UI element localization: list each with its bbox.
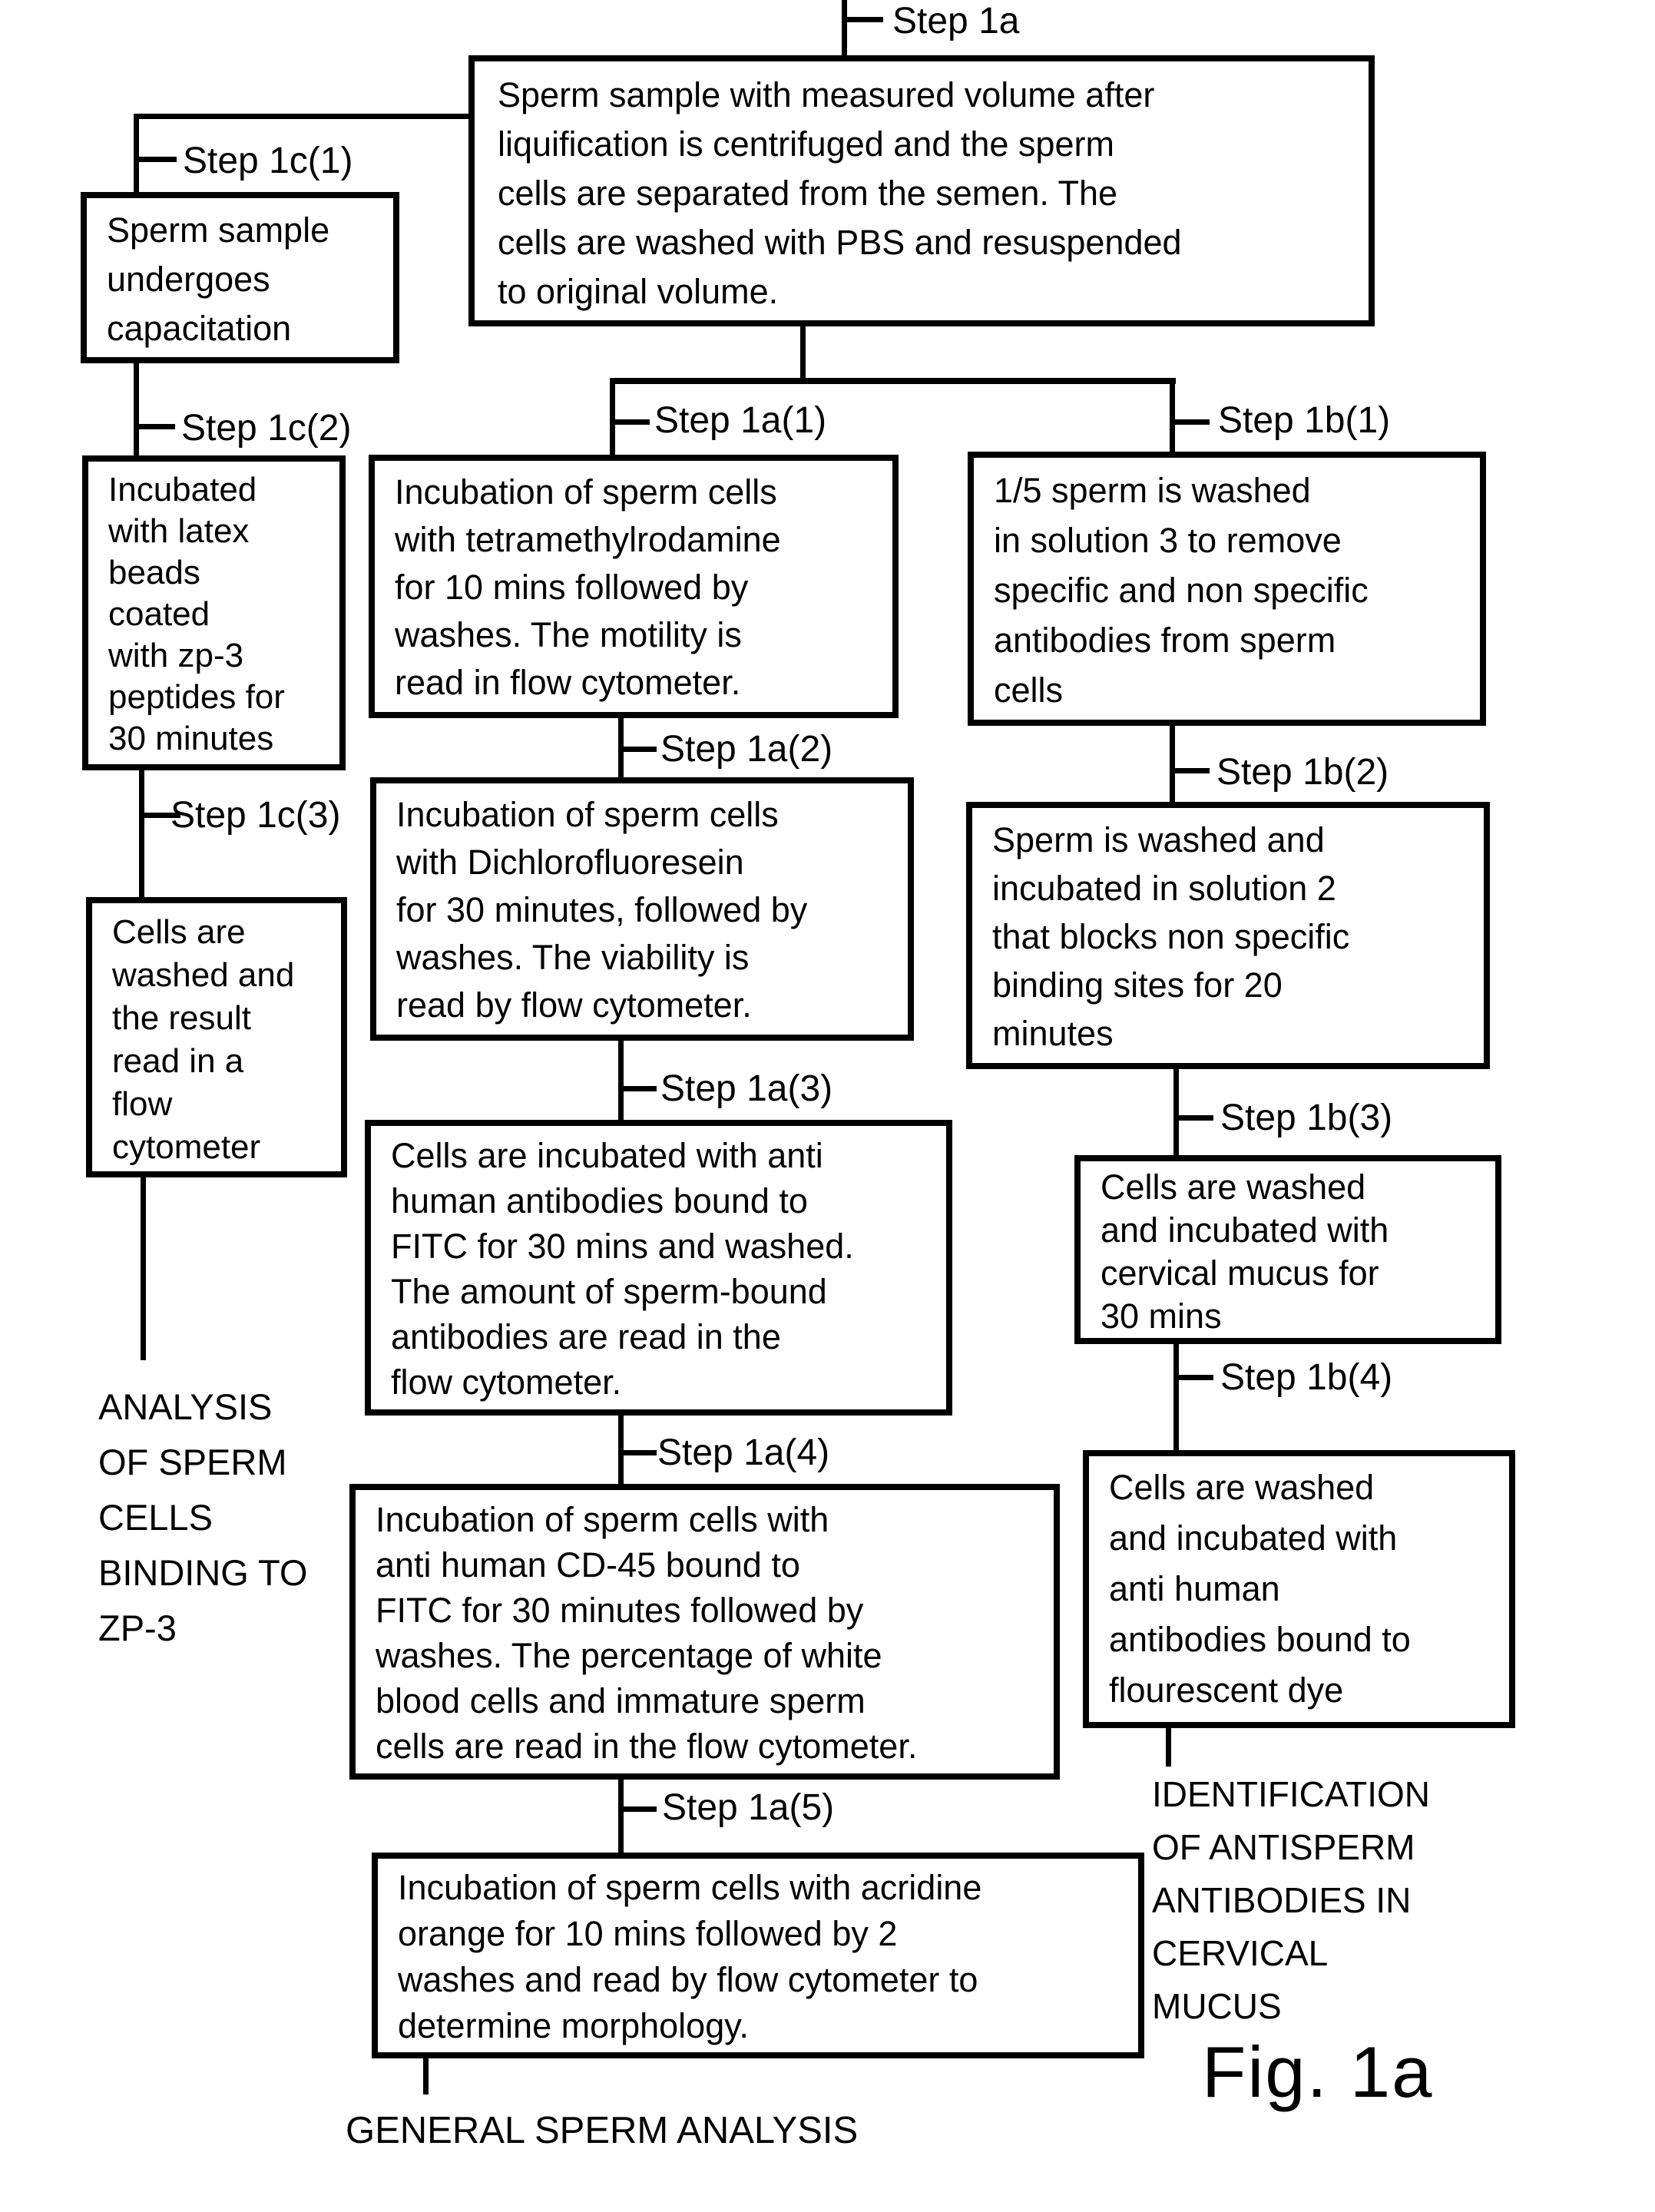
connector-tick-step-1a (842, 17, 883, 22)
fluorescent-dye-box: Cells are washed and incubated with anti human antibodies bound to flourescent dye (1083, 1450, 1515, 1728)
connector-b-drop-1 (1170, 378, 1175, 455)
identification-outcome-label: IDENTIFICATION OF ANTISPERM ANTIBODIES IN CERVICAL MUCUS (1152, 1774, 1431, 2026)
step-label-1a2: Step 1a(2) (660, 729, 833, 770)
connector-tick-step-1b3 (1173, 1115, 1213, 1121)
motility-box: Incubation of sperm cells with tetramethylrodamine for 10 mins followed by washes. The motility is read in flow cytometer. (369, 455, 899, 718)
cervical-mucus-box: Cells are washed and incubated with cervical mucus for 30 mins (1074, 1155, 1501, 1344)
connector-a-drop-3 (618, 1039, 624, 1123)
connector-c-outcome (141, 1176, 146, 1360)
general-analysis-outcome-label: GENERAL SPERM ANALYSIS (346, 2110, 859, 2151)
connector-b-drop-3 (1173, 1068, 1179, 1158)
acridine-orange-box: Incubation of sperm cells with acridine orange for 10 mins followed by 2 washes and read by flow cytometer to determine morphology. (372, 1853, 1144, 2058)
connector-a-drop-1 (610, 378, 615, 458)
root-box: Sperm sample with measured volume after liquification is centrifuged and the sperm cells are separated from the semen. The cells are washed with PBS and resuspended to original volume. (468, 55, 1375, 326)
connector-c-drop-1 (134, 114, 139, 195)
step-label-1c1: Step 1c(1) (183, 141, 353, 181)
step-label-1b4: Step 1b(4) (1220, 1357, 1393, 1398)
connector-tick-step-1b2 (1170, 768, 1210, 773)
figure-caption: Fig. 1a (1202, 2032, 1434, 2112)
step-label-1a1: Step 1a(1) (654, 400, 827, 441)
step-label-1a5: Step 1a(5) (662, 1787, 835, 1828)
connector-b-outcome (1166, 1727, 1171, 1767)
connector-tick-step-1a4 (618, 1450, 657, 1455)
step-label-1c2: Step 1c(2) (181, 408, 352, 449)
solution2-block-box: Sperm is washed and incubated in solution 2 that blocks non specific binding sites for 20 minutes (966, 802, 1490, 1069)
connector-tick-step-1a1 (610, 419, 650, 425)
step-label-1a4: Step 1a(4) (657, 1432, 830, 1473)
latex-beads-box: Incubated with latex beads coated with zp-3 peptides for 30 minutes (82, 455, 346, 770)
connector-b-drop-2 (1170, 724, 1175, 805)
connector-tick-step-1a2 (618, 747, 657, 752)
step-label-1b3: Step 1b(3) (1220, 1098, 1393, 1138)
connector-feed-branch-c (135, 114, 472, 119)
solution3-wash-box: 1/5 sperm is washed in solution 3 to remove specific and non specific antibodies from sperm cells (968, 452, 1486, 726)
wash-read-cytometer-box: Cells are washed and the result read in a flow cytometer (86, 897, 347, 1177)
step-label-1c3: Step 1c(3) (170, 795, 341, 836)
connector-a-drop-5 (618, 1778, 624, 1856)
connector-root-down (800, 325, 806, 381)
connector-tick-step-1b1 (1170, 419, 1210, 425)
viability-box: Incubation of sperm cells with Dichlorofluoresein for 30 minutes, followed by washes. The viability is read by flow cytometer. (370, 777, 914, 1041)
connector-tick-step-1a5 (618, 1806, 657, 1812)
step-label-1a3: Step 1a(3) (660, 1068, 833, 1109)
capacitation-box: Sperm sample undergoes capacitation (81, 192, 399, 363)
connector-c-drop-3 (139, 769, 144, 900)
connector-tick-step-1c2 (134, 424, 175, 429)
analysis-outcome-label: ANALYSIS OF SPERM CELLS BINDING TO ZP-3 (98, 1386, 308, 1648)
connector-b-drop-4 (1173, 1343, 1179, 1453)
connector-tick-step-1a3 (618, 1086, 657, 1091)
step-label-1b1: Step 1b(1) (1218, 400, 1391, 441)
cd45-box: Incubation of sperm cells with anti human CD-45 bound to FITC for 30 minutes followed by washes. The percentage of white blood cells and immature sperm cells are read in the flow cytometer. (349, 1484, 1060, 1780)
connector-distribution (610, 378, 1176, 384)
connector-top-trunk (842, 0, 847, 58)
connector-a-outcome (423, 2057, 429, 2094)
step-label-1b2: Step 1b(2) (1216, 752, 1389, 793)
connector-c-drop-2 (134, 362, 139, 459)
connector-tick-step-1b4 (1173, 1375, 1213, 1380)
step-label-1a: Step 1a (892, 1, 1020, 41)
connector-tick-step-1c1 (134, 157, 177, 162)
antibody-fitc-box: Cells are incubated with anti human antibodies bound to FITC for 30 mins and washed. The amount of sperm-bound antibodies are read in the flow cytometer. (365, 1120, 952, 1416)
